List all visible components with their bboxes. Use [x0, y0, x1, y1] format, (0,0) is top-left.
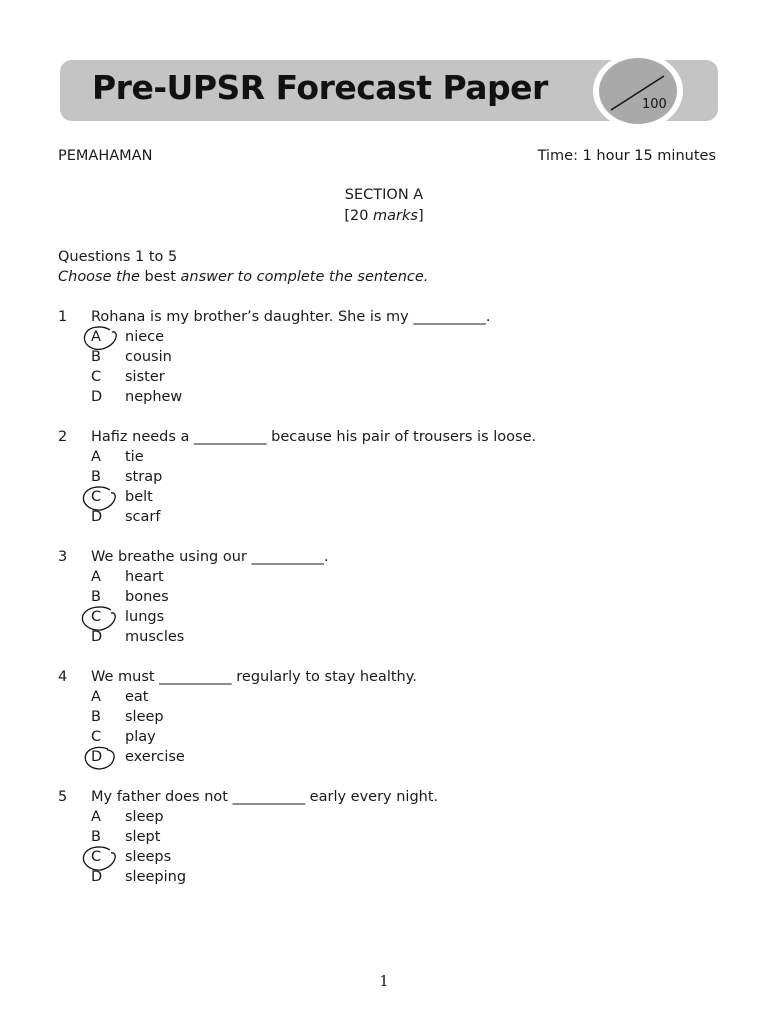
option-text: sleep — [125, 809, 164, 825]
question-number: 1 — [58, 309, 68, 325]
option-a[interactable] — [58, 809, 718, 829]
option-letter: B — [91, 589, 101, 605]
question-text: Hafiz needs a __________ because his pair of trousers is loose. — [91, 429, 537, 445]
option-text: strap — [125, 469, 163, 485]
option-text: eat — [125, 689, 149, 705]
instruction-text — [58, 269, 428, 285]
option-c[interactable] — [58, 609, 718, 629]
instruction-part3: answer to complete the sentence. — [175, 269, 429, 285]
option-d[interactable] — [58, 749, 718, 769]
question-4 — [58, 669, 718, 769]
option-b[interactable] — [58, 709, 718, 729]
option-text: play — [125, 729, 156, 745]
option-letter: A — [91, 689, 101, 705]
option-letter: C — [91, 489, 102, 505]
question-line — [58, 429, 718, 449]
question-number: 2 — [58, 429, 68, 445]
option-a[interactable] — [58, 449, 718, 469]
option-text: tie — [125, 449, 144, 465]
option-b[interactable] — [58, 469, 718, 489]
score-circle — [599, 58, 677, 124]
option-text: lungs — [125, 609, 165, 625]
option-letter: C — [91, 369, 102, 385]
question-text: My father does not __________ early every night. — [91, 789, 439, 805]
option-text: sleeping — [125, 869, 187, 885]
option-text: niece — [125, 329, 165, 345]
section-title: SECTION A — [344, 187, 424, 203]
option-letter: D — [91, 509, 103, 525]
marks-word: marks — [373, 208, 418, 224]
option-letter: A — [91, 449, 101, 465]
question-line — [58, 789, 718, 809]
option-text: nephew — [125, 389, 183, 405]
option-a[interactable] — [58, 329, 718, 349]
page-number: 1 — [379, 972, 389, 990]
option-b[interactable] — [58, 349, 718, 369]
option-letter: B — [91, 829, 101, 845]
option-letter: D — [91, 749, 103, 765]
option-text: sister — [125, 369, 165, 385]
instruction-emphasis: best — [144, 269, 176, 285]
option-letter: D — [91, 629, 103, 645]
option-letter: C — [91, 609, 102, 625]
option-a[interactable] — [58, 569, 718, 589]
option-b[interactable] — [58, 589, 718, 609]
option-d[interactable] — [58, 869, 718, 889]
option-d[interactable] — [58, 509, 718, 529]
marks-open: [20 — [344, 208, 374, 224]
question-text: Rohana is my brother’s daughter. She is my __________. — [91, 309, 491, 325]
option-c[interactable] — [58, 369, 718, 389]
option-letter: D — [91, 389, 103, 405]
question-number: 4 — [58, 669, 68, 685]
instruction-part1: Choose the — [58, 269, 145, 285]
option-a[interactable] — [58, 689, 718, 709]
question-line — [58, 549, 718, 569]
option-text: sleep — [125, 709, 164, 725]
option-text: sleeps — [125, 849, 172, 865]
option-text: muscles — [125, 629, 185, 645]
time-label: Time: 1 hour 15 minutes — [537, 148, 716, 164]
option-letter: C — [91, 849, 102, 865]
option-letter: A — [91, 329, 101, 345]
option-text: slept — [125, 829, 161, 845]
option-text: cousin — [125, 349, 172, 365]
paper-title: Pre-UPSR Forecast Paper — [92, 68, 548, 107]
option-c[interactable] — [58, 849, 718, 869]
question-line — [58, 309, 718, 329]
score-box — [593, 53, 683, 129]
marks-close: ] — [417, 208, 424, 224]
option-letter: A — [91, 569, 101, 585]
question-3 — [58, 549, 718, 649]
option-letter: B — [91, 709, 101, 725]
option-c[interactable] — [58, 729, 718, 749]
option-text: bones — [125, 589, 169, 605]
question-1 — [58, 309, 718, 409]
option-text: heart — [125, 569, 164, 585]
subject-label: PEMAHAMAN — [58, 148, 153, 164]
option-letter: D — [91, 869, 103, 885]
question-5 — [58, 789, 718, 889]
score-max: 100 — [642, 97, 667, 112]
question-number: 3 — [58, 549, 68, 565]
option-text: belt — [125, 489, 153, 505]
option-letter: B — [91, 349, 101, 365]
section-marks — [0, 208, 768, 224]
questions-range: Questions 1 to 5 — [58, 249, 178, 265]
option-letter: B — [91, 469, 101, 485]
option-c[interactable] — [58, 489, 718, 509]
option-d[interactable] — [58, 629, 718, 649]
question-number: 5 — [58, 789, 68, 805]
question-text: We breathe using our __________. — [91, 549, 329, 565]
question-text: We must __________ regularly to stay healthy. — [91, 669, 417, 685]
question-line — [58, 669, 718, 689]
option-letter: C — [91, 729, 102, 745]
option-b[interactable] — [58, 829, 718, 849]
option-d[interactable] — [58, 389, 718, 409]
option-text: scarf — [125, 509, 161, 525]
option-letter: A — [91, 809, 101, 825]
option-text: exercise — [125, 749, 185, 765]
question-2 — [58, 429, 718, 529]
